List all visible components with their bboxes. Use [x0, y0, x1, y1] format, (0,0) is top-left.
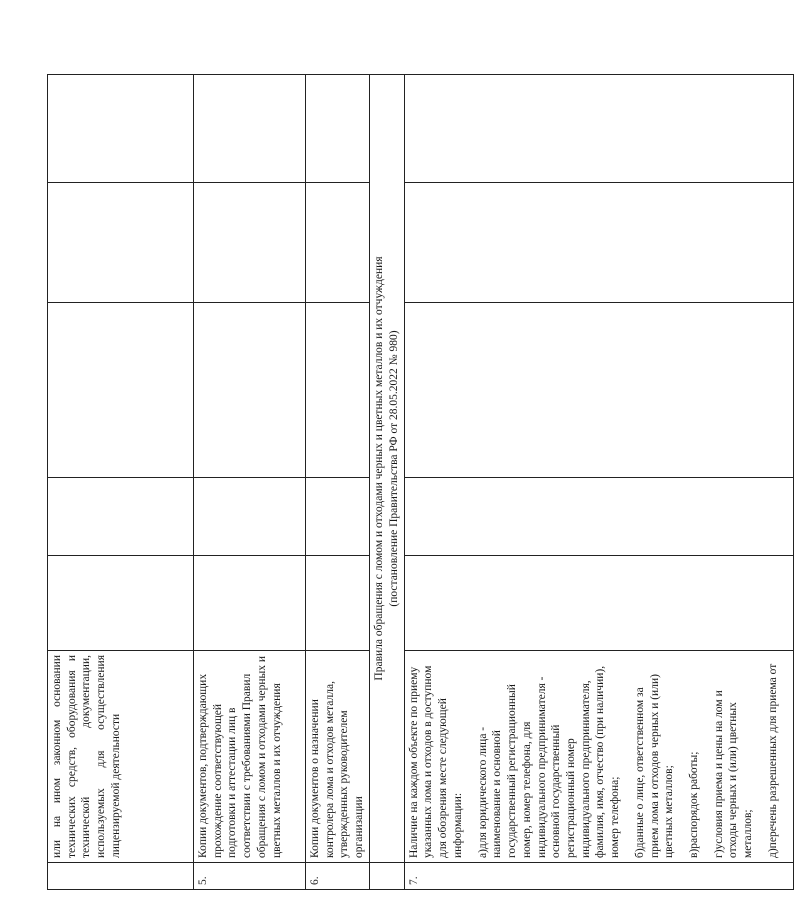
row-number-cell	[48, 863, 194, 890]
row-number-cell: 5.	[194, 863, 306, 890]
table-row	[194, 75, 306, 890]
table-row	[48, 75, 194, 890]
row7-item-d: г)условия приема и цены на лом и отходы черных и (или) цветных металлов;	[712, 690, 755, 858]
empty-cell	[306, 75, 370, 183]
inspection-checklist-table	[47, 74, 794, 890]
empty-cell	[194, 478, 306, 556]
row-number-cell: 6.	[306, 863, 370, 890]
empty-cell	[306, 303, 370, 478]
empty-cell	[48, 556, 194, 651]
section-subtitle: (постановление Правительства РФ от 28.05.2022 № 980)	[387, 330, 400, 607]
section-header-row	[369, 75, 404, 890]
row-number-cell: 7.	[404, 863, 793, 890]
empty-cell	[48, 303, 194, 478]
empty-cell	[306, 478, 370, 556]
empty-cell	[306, 183, 370, 303]
requirement-cell: или на ином законном основании технических средств, оборудования и технической документации, используемых для осуществления лицензируемой деятельности	[48, 651, 194, 863]
table-row	[404, 75, 793, 890]
rotated-table-wrapper	[47, 75, 779, 890]
requirement-cell: Копии документов о назначении контролера лома и отходов металла, утвержденных руководителем организации	[306, 651, 370, 863]
empty-cell	[194, 303, 306, 478]
table-row	[306, 75, 370, 890]
empty-cell	[48, 183, 194, 303]
requirement-cell	[404, 651, 793, 863]
requirement-cell: Копии документов, подтверждающих прохождение соответствующей подготовки и аттестации лиц в соответствии с требованиями Правил обращения с ломом и отходами черных и цветных металлов и их отчуждения	[194, 651, 306, 863]
empty-cell	[404, 75, 793, 183]
empty-cell	[194, 183, 306, 303]
row7-intro: Наличие на каждом объекте по приему указанных лома и отходов в доступном для обозрения месте следующей информации:	[407, 665, 464, 858]
empty-cell	[404, 303, 793, 478]
empty-cell	[194, 556, 306, 651]
empty-cell	[48, 478, 194, 556]
empty-cell	[306, 556, 370, 651]
row7-item-c: в)распорядок работы;	[687, 751, 700, 858]
row7-item-b: б)данные о лице, ответственном за прием лома и отходов черных и (или) цветных металлов;	[633, 674, 676, 858]
empty-cell	[404, 478, 793, 556]
section-title: Правила обращения с ломом и отходами черных и цветных металлов и их отчуждения	[372, 256, 385, 681]
row7-item-a: а)для юридического лица - наименование и основной государственный регистрационный номер, номер телефона, для индивидуального предпринимателя - основной государственный регистрационный номер индивидуального предпринимателя, фамилия, имя, отчество (при наличии), номер телефона;	[476, 665, 622, 858]
row7-item-e: д)перечень разрешенных для приема от	[766, 663, 779, 858]
section-header-cell	[369, 75, 404, 863]
row-number-cell	[369, 863, 404, 890]
empty-cell	[404, 183, 793, 303]
empty-cell	[194, 75, 306, 183]
empty-cell	[48, 75, 194, 183]
empty-cell	[404, 556, 793, 651]
